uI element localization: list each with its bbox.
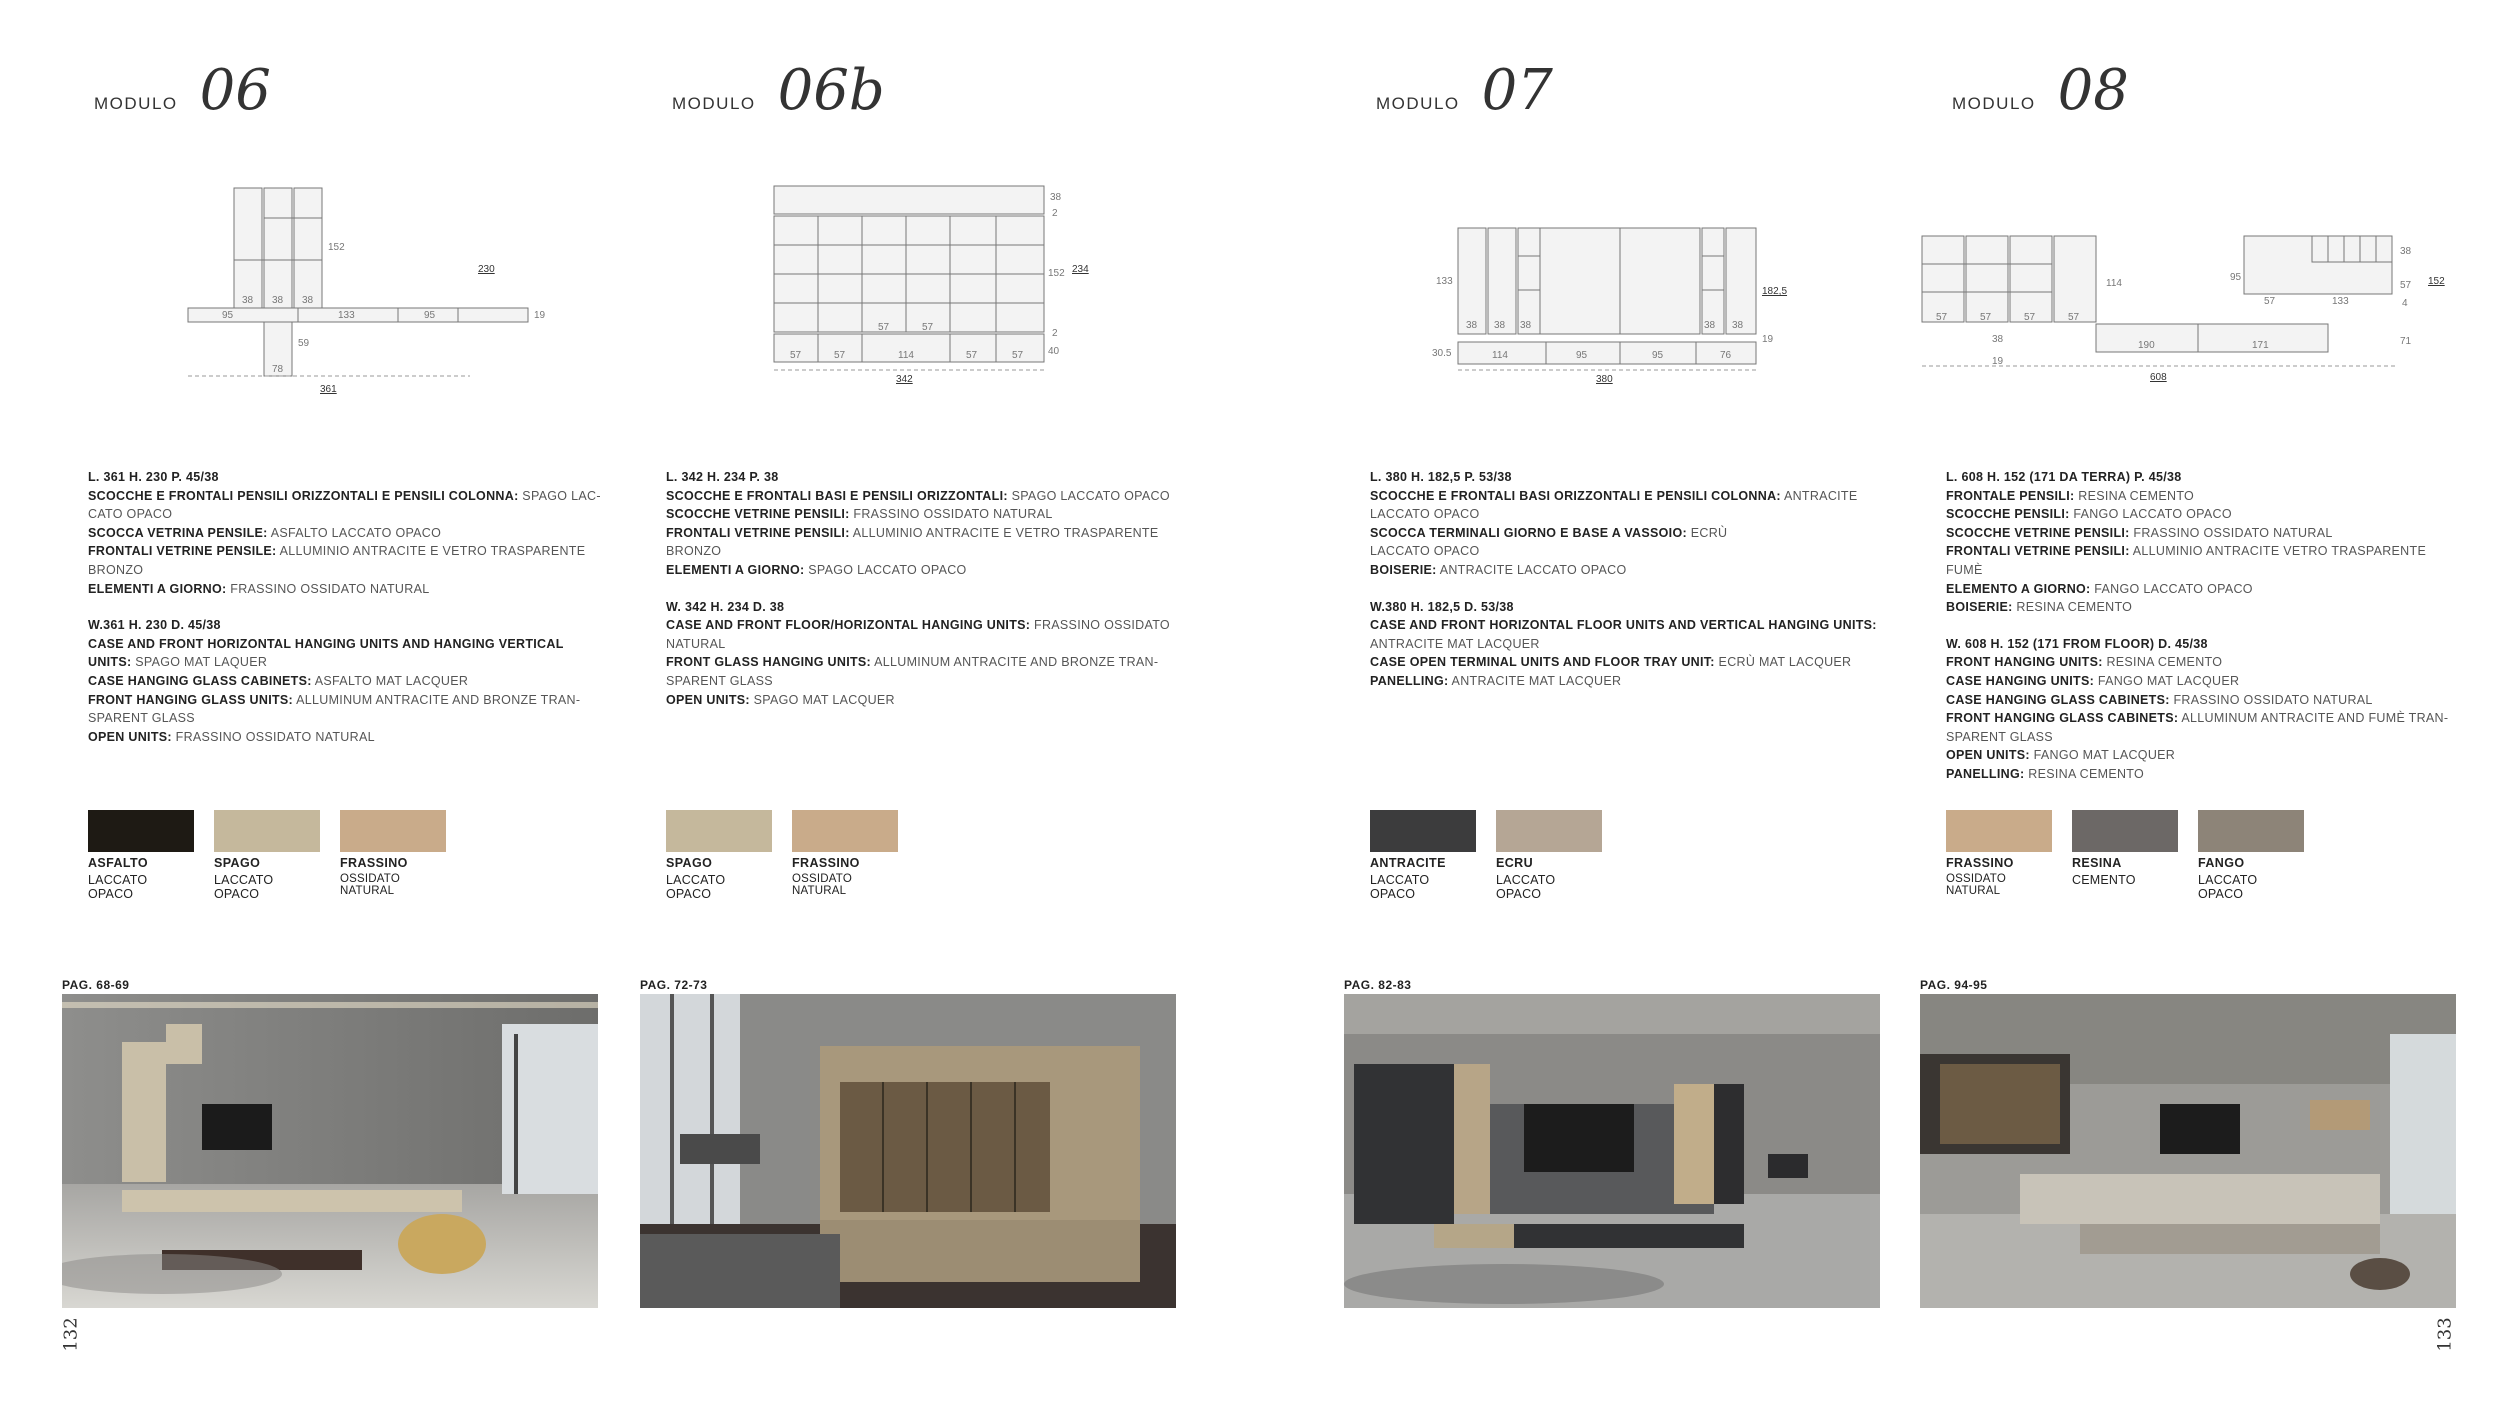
dim-label: 4: [2402, 298, 2408, 309]
swatch-finish: LACCATO OPACO: [214, 873, 274, 901]
dim-label: 133: [338, 310, 355, 321]
spec-line-value: ASFALTO MAT LACQUER: [311, 673, 469, 688]
spec-line: [88, 616, 608, 635]
spec-line-key: SCOCCHE PENSILI:: [1946, 507, 2070, 522]
dim-label: 95: [1652, 350, 1664, 361]
spec-line-key: SCOCCHE VETRINE PENSILI:: [1946, 525, 2130, 540]
spec-line: [1370, 653, 1890, 672]
spec-line: [88, 635, 608, 654]
module-07: [1340, 0, 1900, 1406]
spec-line-value: RESINA CEMENTO: [2102, 655, 2223, 670]
dim-label: 342: [896, 374, 913, 385]
spec-line-value: ASFALTO LACCATO OPACO: [267, 525, 442, 540]
module-heading: [1952, 58, 2129, 123]
spec-line-value: ANTRACITE LACCATO OPACO: [1436, 562, 1627, 577]
spec-line: [1946, 580, 2466, 599]
spec-line: [88, 542, 608, 561]
swatch-finish: CEMENTO: [2072, 873, 2136, 887]
technical-drawing: [1916, 170, 2476, 400]
spec-line: [88, 653, 608, 672]
dim-label: 57: [2068, 312, 2080, 323]
spec-line: [1946, 635, 2466, 654]
spec-line: [88, 505, 608, 524]
swatch-name: SPAGO: [666, 856, 713, 870]
spec-line: [666, 598, 1186, 617]
swatch-name: FRASSINO: [340, 856, 408, 870]
technical-drawing: [58, 170, 618, 400]
swatch-name: ANTRACITE: [1370, 856, 1446, 870]
spec-line-key: W. 342 H. 234 D. 38: [666, 599, 785, 614]
spec-line: [88, 561, 608, 580]
spec-line-key: FRONT HANGING GLASS CABINETS:: [1946, 711, 2179, 726]
spec-line: [666, 487, 1186, 506]
spec-line: [1946, 542, 2466, 579]
spec-line-key: W.361 H. 230 D. 45/38: [88, 618, 221, 633]
spec-text: [88, 468, 608, 746]
spec-line-key: OPEN UNITS:: [88, 729, 172, 744]
spec-line-key: ELEMENTO A GIORNO:: [1946, 581, 2091, 596]
page-number-right: 133: [2434, 1317, 2456, 1352]
spec-line-value: FANGO MAT LACQUER: [2094, 673, 2240, 688]
page-number-left: 132: [60, 1317, 82, 1352]
spec-line: [1946, 487, 2466, 506]
spec-line: [1946, 524, 2466, 543]
spec-line-key: UNITS:: [88, 655, 132, 670]
spec-line: [1370, 505, 1890, 524]
spec-line-key: ELEMENTI A GIORNO:: [88, 581, 227, 596]
spec-line-value: FRASSINO OSSIDATO NATURAL: [849, 507, 1053, 522]
dim-label: 95: [2230, 272, 2242, 283]
dim-label: 114: [2106, 278, 2122, 289]
finish-swatch: [88, 810, 194, 901]
spec-italian: [1370, 468, 1890, 580]
dim-label: 171: [2252, 340, 2269, 351]
dim-label: 19: [1762, 334, 1774, 345]
spec-line-key: W.380 H. 182,5 D. 53/38: [1370, 599, 1514, 614]
finish-swatch: [792, 810, 898, 897]
dim-label: 57: [966, 350, 978, 361]
dim-label: 57: [790, 350, 802, 361]
dim-label: 2: [1052, 328, 1058, 339]
spec-english: [1946, 635, 2466, 784]
spec-line-key: PANELLING:: [1370, 673, 1449, 688]
spec-line-value: ALLUMINIO ANTRACITE VETRO TRASPARENTE FUMÈ: [1946, 544, 2427, 577]
swatch-finish: LACCATO OPACO: [2198, 873, 2258, 901]
spec-line: [666, 542, 1186, 561]
spec-line-value: FRASSINO OSSIDATO NATURAL: [2169, 692, 2373, 707]
spec-line-key: L. 342 H. 234 P. 38: [666, 470, 779, 484]
spec-line: [666, 691, 1186, 710]
spec-line-value: SPARENT GLASS: [88, 711, 195, 726]
spec-line-value: SPAGO LAC-: [518, 488, 601, 503]
dim-label: 114: [1492, 350, 1508, 361]
spec-line-value: ALLUMINUM ANTRACITE AND BRONZE TRAN-: [871, 655, 1159, 670]
spec-line-value: RESINA CEMENTO: [2024, 766, 2145, 781]
module-08: [1916, 0, 2476, 1406]
dim-label: 380: [1596, 374, 1613, 385]
spec-line-key: CASE AND FRONT FLOOR/HORIZONTAL HANGING UNITS:: [666, 618, 1031, 633]
spec-line-key: CASE OPEN TERMINAL UNITS AND FLOOR TRAY UNIT:: [1370, 655, 1715, 670]
spec-line: [1370, 672, 1890, 691]
spec-line-key: CASE AND FRONT HORIZONTAL FLOOR UNITS AND VERTICAL HANGING UNITS:: [1370, 618, 1877, 633]
spec-line: [1370, 616, 1890, 635]
dim-label: 230: [478, 264, 495, 275]
room-photo: [62, 994, 598, 1308]
spec-line-key: OPEN UNITS:: [1946, 748, 2030, 763]
page-reference: PAG. 94-95: [1920, 978, 1988, 992]
spec-line-value: SPAGO MAT LACQUER: [749, 692, 895, 707]
spec-line-value: ANTRACITE MAT LACQUER: [1448, 673, 1622, 688]
module-heading: [94, 58, 271, 123]
swatch-name: ASFALTO: [88, 856, 148, 870]
spec-line-value: SPAGO LACCATO OPACO: [804, 562, 967, 577]
finish-swatch: [214, 810, 320, 901]
dim-label: 38: [2400, 246, 2412, 257]
finish-swatch: [340, 810, 446, 897]
dim-label: 152: [1048, 268, 1065, 279]
page-reference: PAG. 82-83: [1344, 978, 1412, 992]
spec-line-value: FRASSINO OSSIDATO NATURAL: [2129, 525, 2333, 540]
spec-line-key: FRONT HANGING UNITS:: [1946, 655, 2103, 670]
spec-text: [1370, 468, 1890, 691]
spec-line-key: L. 361 H. 230 P. 45/38: [88, 470, 219, 484]
dim-label: 38: [1992, 334, 2004, 345]
spec-line-key: FRONTALI VETRINE PENSILE:: [88, 544, 277, 559]
dim-label: 38: [302, 295, 314, 306]
dim-label: 38: [1520, 320, 1532, 331]
room-photo: [640, 994, 1176, 1308]
module-06b: [636, 0, 1196, 1406]
spec-line: [666, 672, 1186, 691]
spec-line: [1946, 598, 2466, 617]
dim-label: 57: [834, 350, 846, 361]
room-photo: [1344, 994, 1880, 1308]
swatch-chip: [1946, 810, 2052, 852]
spec-line-key: SCOCCA VETRINA PENSILE:: [88, 525, 268, 540]
spec-line-value: ALLUMINIO ANTRACITE E VETRO TRASPARENTE: [849, 525, 1159, 540]
spec-line: [88, 728, 608, 747]
spec-line-key: CASE HANGING UNITS:: [1946, 673, 2095, 688]
spec-line-value: BRONZO: [666, 544, 722, 559]
spec-line-key: OPEN UNITS:: [666, 692, 750, 707]
spec-line: [666, 561, 1186, 580]
dim-label: 38: [242, 295, 254, 306]
spec-line-key: L. 608 H. 152 (171 DA TERRA) P. 45/38: [1946, 470, 2182, 484]
swatch-chip: [214, 810, 320, 852]
spec-line-value: FANGO MAT LACQUER: [2029, 748, 2176, 763]
technical-drawing: [1340, 170, 1900, 400]
spec-line-value: ALLUMINIO ANTRACITE E VETRO TRASPARENTE: [276, 544, 586, 559]
swatch-chip: [2198, 810, 2304, 852]
spec-line-key: FRONT HANGING GLASS UNITS:: [88, 692, 294, 707]
spec-line-key: ELEMENTI A GIORNO:: [666, 562, 805, 577]
spec-line-value: RESINA CEMENTO: [2012, 600, 2133, 615]
dim-label: 57: [1012, 350, 1024, 361]
spec-line-value: ANTRACITE: [1780, 488, 1858, 503]
finish-swatch: [2072, 810, 2178, 887]
dim-label: 95: [222, 310, 234, 321]
dim-label: 38: [1704, 320, 1716, 331]
spec-line: [88, 709, 608, 728]
swatch-finish: LACCATO OPACO: [1370, 873, 1430, 901]
spec-line: [88, 487, 608, 506]
swatch-chip: [1496, 810, 1602, 852]
dim-label: 19: [1992, 356, 2004, 367]
spec-line: [1946, 709, 2466, 728]
swatch-name: FANGO: [2198, 856, 2245, 870]
dim-label: 361: [320, 384, 337, 395]
dim-label: 57: [1980, 312, 1992, 323]
spec-line-key: CASE AND FRONT HORIZONTAL HANGING UNITS AND HANGING VERTICAL: [88, 636, 564, 651]
module-number: 06: [199, 58, 271, 123]
dim-label: 2: [1052, 208, 1058, 219]
dim-label: 57: [2024, 312, 2036, 323]
swatch-finish: OSSIDATO NATURAL: [792, 873, 852, 897]
finish-swatch: [1370, 810, 1476, 901]
spec-line-value: FANGO LACCATO OPACO: [2090, 581, 2253, 596]
spec-line: [1946, 672, 2466, 691]
spec-line-value: FANGO LACCATO OPACO: [2069, 507, 2232, 522]
swatch-finish: OSSIDATO NATURAL: [1946, 873, 2006, 897]
spec-line-value: SPARENT GLASS: [666, 673, 773, 688]
spec-line-key: FRONTALI VETRINE PENSILI:: [666, 525, 850, 540]
spec-italian: [1946, 468, 2466, 617]
swatch-name: FRASSINO: [792, 856, 860, 870]
spec-italian: [88, 468, 608, 598]
spec-line-key: SCOCCHE E FRONTALI PENSILI ORIZZONTALI E PENSILI COLONNA:: [88, 488, 519, 503]
spec-line-key: CASE HANGING GLASS CABINETS:: [1946, 692, 2170, 707]
dim-label: 57: [2400, 280, 2412, 291]
swatch-finish: LACCATO OPACO: [88, 873, 148, 901]
spec-line: [1370, 524, 1890, 543]
spec-line: [666, 635, 1186, 654]
module-number: 07: [1481, 58, 1553, 123]
dim-label: 71: [2400, 336, 2412, 347]
swatch-chip: [88, 810, 194, 852]
module-word: MODULO: [94, 94, 178, 113]
module-heading: [1376, 58, 1553, 123]
dim-label: 38: [272, 295, 284, 306]
spec-line: [1946, 728, 2466, 747]
spec-line-value: BRONZO: [88, 562, 144, 577]
module-number: 06b: [777, 58, 885, 123]
module-number: 08: [2057, 58, 2129, 123]
spec-line: [666, 468, 1186, 487]
dim-label: 133: [1436, 276, 1453, 287]
finish-swatch: [2198, 810, 2304, 901]
dim-label: 38: [1494, 320, 1506, 331]
dim-label: 57: [1936, 312, 1948, 323]
finish-swatch: [1946, 810, 2052, 897]
spec-line-key: W. 608 H. 152 (171 FROM FLOOR) D. 45/38: [1946, 636, 2208, 651]
dim-label: 234: [1072, 264, 1089, 275]
spec-line: [88, 468, 608, 487]
dim-label: 30.5: [1432, 348, 1452, 359]
spec-line: [1370, 468, 1890, 487]
spec-line-value: ALLUMINUM ANTRACITE AND BRONZE TRAN-: [293, 692, 581, 707]
spec-line-value: FRASSINO OSSIDATO: [1030, 618, 1170, 633]
swatch-name: FRASSINO: [1946, 856, 2014, 870]
spec-line: [1946, 653, 2466, 672]
swatch-finish: OSSIDATO NATURAL: [340, 873, 400, 897]
spec-line: [666, 616, 1186, 635]
spec-line-value: ANTRACITE MAT LACQUER: [1370, 636, 1540, 651]
spec-line: [666, 524, 1186, 543]
spec-english: [88, 616, 608, 746]
dim-label: 57: [2264, 296, 2276, 307]
dim-label: 182,5: [1762, 286, 1788, 297]
spec-line-value: ECRÙ: [1686, 525, 1728, 540]
spec-line: [88, 580, 608, 599]
spec-line-key: BOISERIE:: [1370, 562, 1437, 577]
dim-label: 57: [922, 322, 934, 333]
spec-line-value: NATURAL: [666, 636, 726, 651]
dim-label: 95: [1576, 350, 1588, 361]
swatch-name: RESINA: [2072, 856, 2122, 870]
spec-line: [1370, 542, 1890, 561]
spec-italian: [666, 468, 1186, 580]
spec-line-value: FRASSINO OSSIDATO NATURAL: [171, 729, 375, 744]
page-reference: PAG. 68-69: [62, 978, 130, 992]
spec-text: [666, 468, 1186, 709]
spec-line-value: LACCATO OPACO: [1370, 507, 1480, 522]
swatch-name: ECRU: [1496, 856, 1534, 870]
swatch-chip: [2072, 810, 2178, 852]
spec-line-key: SCOCCHE E FRONTALI BASI ORIZZONTALI E PENSILI COLONNA:: [1370, 488, 1781, 503]
spec-line-key: SCOCCHE E FRONTALI BASI E PENSILI ORIZZONTALI:: [666, 488, 1008, 503]
spec-english: [1370, 598, 1890, 691]
dim-label: 114: [898, 350, 914, 361]
spec-line-value: RESINA CEMENTO: [2074, 488, 2195, 503]
spec-english: [666, 598, 1186, 710]
spec-line-key: SCOCCA TERMINALI GIORNO E BASE A VASSOIO:: [1370, 525, 1687, 540]
dim-label: 38: [1466, 320, 1478, 331]
module-word: MODULO: [672, 94, 756, 113]
spec-line: [1370, 561, 1890, 580]
spec-line-key: L. 380 H. 182,5 P. 53/38: [1370, 470, 1512, 484]
finish-swatch: [1496, 810, 1602, 901]
swatch-finish: LACCATO OPACO: [1496, 873, 1556, 901]
spec-line: [1370, 487, 1890, 506]
dim-label: 57: [878, 322, 890, 333]
spec-line-value: FRASSINO OSSIDATO NATURAL: [226, 581, 430, 596]
dim-label: 152: [2428, 276, 2445, 287]
spec-line-value: SPAGO MAT LAQUER: [131, 655, 268, 670]
spec-line: [88, 672, 608, 691]
swatch-chip: [1370, 810, 1476, 852]
technical-drawing: [636, 170, 1196, 400]
spec-line-value: CATO OPACO: [88, 507, 173, 522]
spec-line-key: PANELLING:: [1946, 766, 2025, 781]
dim-label: 76: [1720, 350, 1732, 361]
spec-line-key: SCOCCHE VETRINE PENSILI:: [666, 507, 850, 522]
spec-line-key: FRONTALI VETRINE PENSILI:: [1946, 544, 2130, 559]
module-06: [58, 0, 618, 1406]
spec-line: [1370, 635, 1890, 654]
spec-line-key: FRONT GLASS HANGING UNITS:: [666, 655, 872, 670]
spec-line: [1370, 598, 1890, 617]
dim-label: 78: [272, 364, 284, 375]
dim-label: 38: [1732, 320, 1744, 331]
spec-text: [1946, 468, 2466, 784]
spec-line-value: ECRÙ MAT LACQUER: [1714, 655, 1852, 670]
spec-line-value: ALLUMINUM ANTRACITE AND FUMÈ TRAN-: [2178, 711, 2449, 726]
dim-label: 95: [424, 310, 436, 321]
dim-label: 133: [2332, 296, 2349, 307]
module-word: MODULO: [1376, 94, 1460, 113]
spec-line: [1946, 505, 2466, 524]
dim-label: 190: [2138, 340, 2155, 351]
swatch-finish: LACCATO OPACO: [666, 873, 726, 901]
finish-swatch: [666, 810, 772, 901]
dim-label: 38: [1050, 192, 1062, 203]
swatch-name: SPAGO: [214, 856, 261, 870]
dim-label: 59: [298, 338, 310, 349]
spec-line-value: SPAGO LACCATO OPACO: [1007, 488, 1170, 503]
room-photo: [1920, 994, 2456, 1308]
spec-line-key: FRONTALE PENSILI:: [1946, 488, 2075, 503]
swatch-chip: [340, 810, 446, 852]
spec-line-key: CASE HANGING GLASS CABINETS:: [88, 673, 312, 688]
spec-line: [1946, 468, 2466, 487]
module-heading: [672, 58, 885, 123]
dim-label: 19: [534, 310, 546, 321]
spec-line: [88, 524, 608, 543]
module-word: MODULO: [1952, 94, 2036, 113]
spec-line: [666, 653, 1186, 672]
spec-line-value: SPARENT GLASS: [1946, 729, 2053, 744]
page-reference: PAG. 72-73: [640, 978, 708, 992]
spec-line: [1946, 691, 2466, 710]
dim-label: 608: [2150, 372, 2167, 383]
swatch-chip: [666, 810, 772, 852]
spec-line-value: LACCATO OPACO: [1370, 544, 1480, 559]
swatch-chip: [792, 810, 898, 852]
dim-label: 40: [1048, 346, 1060, 357]
spec-line: [88, 691, 608, 710]
spec-line: [666, 505, 1186, 524]
spec-line: [1946, 765, 2466, 784]
spec-line-key: BOISERIE:: [1946, 600, 2013, 615]
spec-line: [1946, 746, 2466, 765]
dim-label: 152: [328, 242, 345, 253]
